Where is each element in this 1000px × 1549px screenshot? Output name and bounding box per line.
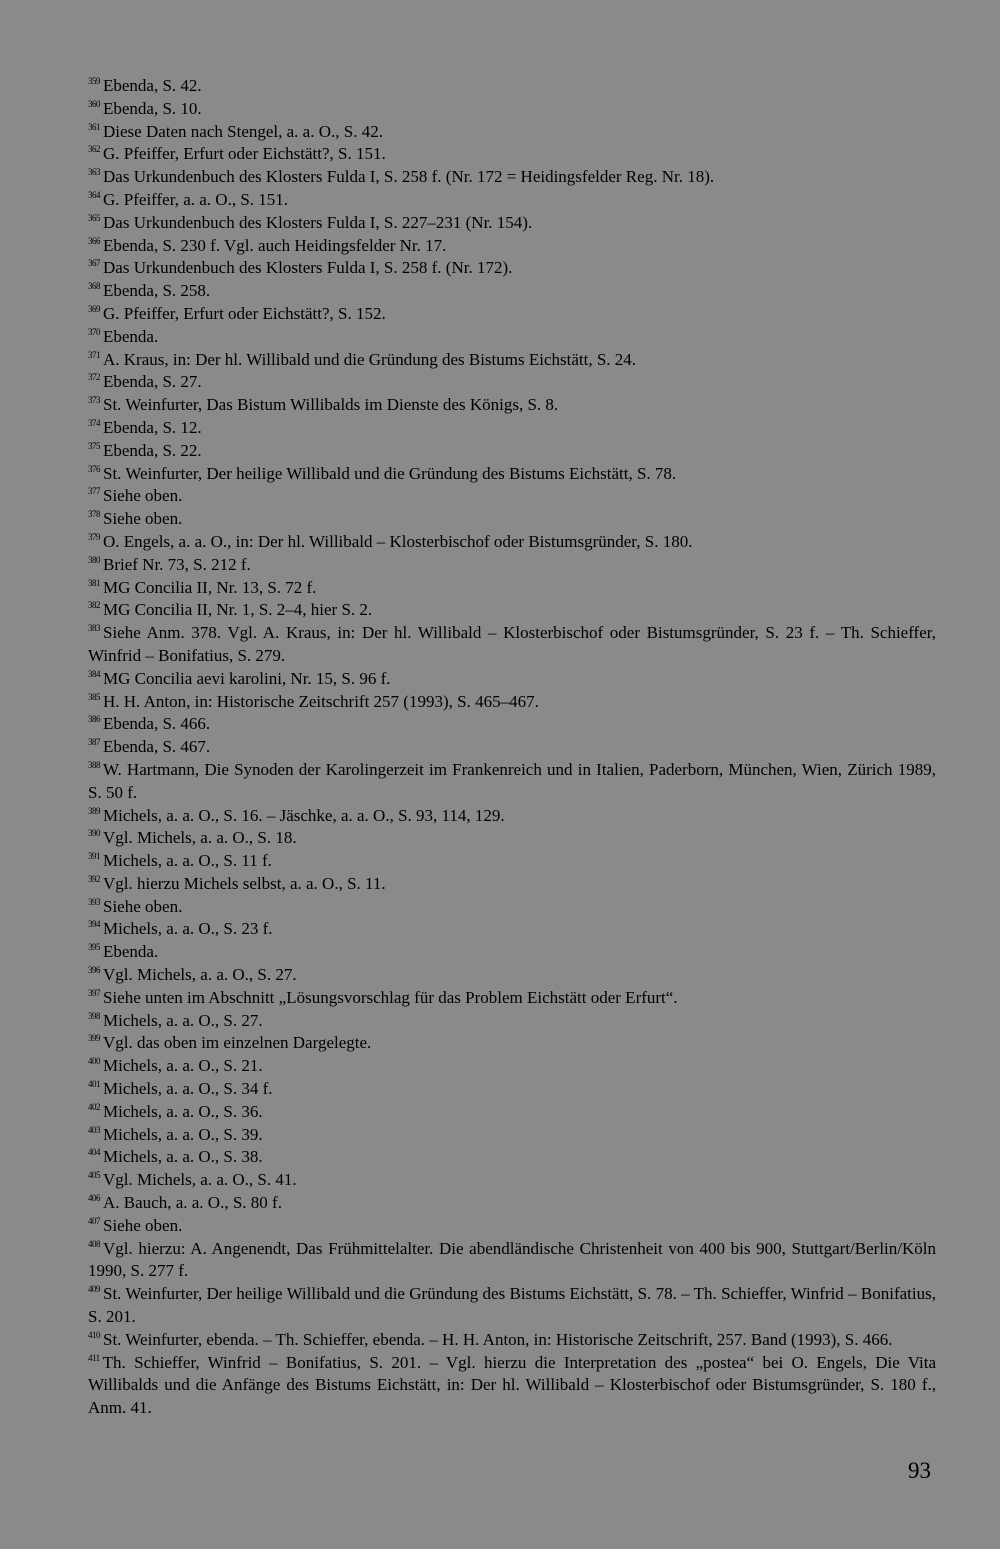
footnote bbox=[88, 1192, 936, 1215]
footnote bbox=[88, 189, 936, 212]
footnote-number: 409 bbox=[88, 1284, 100, 1295]
footnote-number: 374 bbox=[88, 417, 100, 428]
footnote-text: Michels, a. a. O., S. 34 f. bbox=[103, 1079, 273, 1099]
footnote-number: 377 bbox=[88, 486, 100, 497]
footnote bbox=[88, 303, 936, 326]
footnote-text: Ebenda. bbox=[103, 942, 159, 962]
footnote-number: 395 bbox=[88, 942, 100, 953]
footnote-text: Michels, a. a. O., S. 16. – Jäschke, a. a. O., S. 93, 114, 129. bbox=[103, 805, 505, 825]
footnote-number: 407 bbox=[88, 1215, 100, 1226]
footnote bbox=[88, 691, 936, 714]
footnote bbox=[88, 280, 936, 303]
footnote-number: 390 bbox=[88, 828, 100, 839]
footnote bbox=[88, 873, 936, 896]
footnote-text: Siehe oben. bbox=[103, 509, 183, 529]
footnote-text: H. H. Anton, in: Historische Zeitschrift 257 (1993), S. 465–467. bbox=[103, 691, 539, 711]
footnote bbox=[88, 143, 936, 166]
footnote-text: Ebenda, S. 42. bbox=[103, 76, 202, 95]
footnote-text: Diese Daten nach Stengel, a. a. O., S. 42. bbox=[103, 121, 383, 141]
footnote-text: O. Engels, a. a. O., in: Der hl. Willibald – Klosterbischof oder Bistumsgründer, S. 180. bbox=[103, 531, 693, 551]
footnote-text: Vgl. hierzu Michels selbst, a. a. O., S. 11. bbox=[103, 873, 386, 893]
footnote bbox=[88, 417, 936, 440]
footnote-number: 403 bbox=[88, 1124, 100, 1135]
footnote-number: 363 bbox=[88, 167, 100, 178]
footnote-number: 385 bbox=[88, 691, 100, 702]
footnote-text: Das Urkundenbuch des Klosters Fulda I, S. 258 f. (Nr. 172 = Heidingsfelder Reg. Nr. 18). bbox=[103, 167, 715, 187]
footnote-text: Ebenda. bbox=[103, 326, 159, 346]
footnote bbox=[88, 759, 936, 805]
footnote-text: St. Weinfurter, ebenda. – Th. Schieffer, ebenda. – H. H. Anton, in: Historische Zeitschrift, 257. Band (1993), S. 466. bbox=[103, 1329, 893, 1349]
footnote-number: 386 bbox=[88, 714, 100, 725]
footnote bbox=[88, 508, 936, 531]
footnote-text: Ebenda, S. 467. bbox=[103, 737, 211, 757]
footnote bbox=[88, 805, 936, 828]
footnote-number: 379 bbox=[88, 531, 100, 542]
footnote-text: Vgl. Michels, a. a. O., S. 41. bbox=[103, 1170, 297, 1190]
footnote-number: 394 bbox=[88, 919, 100, 930]
footnote-text: A. Kraus, in: Der hl. Willibald und die Gründung des Bistums Eichstätt, S. 24. bbox=[103, 349, 637, 369]
footnote-text: W. Hartmann, Die Synoden der Karolingerzeit im Frankenreich und in Italien, Paderborn, München, Wien, Zürich 1989, S. 50 f. bbox=[88, 759, 936, 802]
footnote bbox=[88, 1215, 936, 1238]
footnote-text: Siehe oben. bbox=[103, 1215, 183, 1235]
footnote-number: 388 bbox=[88, 759, 100, 770]
footnote-number: 410 bbox=[88, 1329, 100, 1340]
footnote bbox=[88, 463, 936, 486]
footnote-text: Ebenda, S. 258. bbox=[103, 281, 211, 301]
footnote bbox=[88, 75, 936, 98]
footnote-text: Vgl. Michels, a. a. O., S. 27. bbox=[103, 965, 297, 985]
footnote-number: 378 bbox=[88, 509, 100, 520]
footnote-list bbox=[88, 75, 936, 1420]
footnote-text: Vgl. das oben im einzelnen Dargelegte. bbox=[103, 1033, 372, 1053]
footnote-text: Ebenda, S. 12. bbox=[103, 417, 202, 437]
footnote bbox=[88, 349, 936, 372]
footnote-text: Ebenda, S. 27. bbox=[103, 372, 202, 392]
footnote-number: 396 bbox=[88, 965, 100, 976]
footnote bbox=[88, 1146, 936, 1169]
footnote-number: 371 bbox=[88, 349, 100, 360]
footnote-number: 389 bbox=[88, 805, 100, 816]
footnote-text: Siehe Anm. 378. Vgl. A. Kraus, in: Der hl. Willibald – Klosterbischof oder Bistumsgründer, S. 23 f. – Th. Schieffer, Winfrid – Bonifatius, S. 279. bbox=[88, 623, 936, 665]
footnote bbox=[88, 1283, 936, 1329]
footnote-number: 362 bbox=[88, 144, 100, 155]
footnote-text: Michels, a. a. O., S. 27. bbox=[103, 1010, 263, 1030]
footnote-number: 397 bbox=[88, 987, 100, 998]
footnote-number: 382 bbox=[88, 600, 100, 611]
footnote bbox=[88, 257, 936, 280]
footnote-text: Michels, a. a. O., S. 23 f. bbox=[103, 919, 273, 939]
footnote bbox=[88, 668, 936, 691]
footnote-number: 406 bbox=[88, 1193, 100, 1204]
footnote-number: 384 bbox=[88, 668, 100, 679]
footnote bbox=[88, 850, 936, 873]
footnote-text: Ebenda, S. 230 f. Vgl. auch Heidingsfelder Nr. 17. bbox=[103, 235, 447, 255]
footnote bbox=[88, 121, 936, 144]
footnote bbox=[88, 1169, 936, 1192]
footnote-text: St. Weinfurter, Der heilige Willibald und die Gründung des Bistums Eichstätt, S. 78. – Th. Schieffer, Winfrid – Bonifatius, S. 201. bbox=[88, 1284, 936, 1327]
footnote bbox=[88, 896, 936, 919]
footnote bbox=[88, 1010, 936, 1033]
footnote-number: 364 bbox=[88, 189, 100, 200]
footnote-number: 387 bbox=[88, 737, 100, 748]
footnote-number: 373 bbox=[88, 395, 100, 406]
footnote-text: Michels, a. a. O., S. 11 f. bbox=[103, 851, 272, 871]
footnote-text: St. Weinfurter, Der heilige Willibald und die Gründung des Bistums Eichstätt, S. 78. bbox=[103, 463, 677, 483]
footnote-text: Siehe oben. bbox=[103, 896, 183, 916]
footnote bbox=[88, 599, 936, 622]
footnote bbox=[88, 371, 936, 394]
footnote-text: MG Concilia II, Nr. 1, S. 2–4, hier S. 2. bbox=[103, 600, 373, 620]
footnote-text: Siehe unten im Abschnitt „Lösungsvorschlag für das Problem Eichstätt oder Erfurt“. bbox=[103, 987, 678, 1007]
footnote bbox=[88, 554, 936, 577]
footnote-text: MG Concilia II, Nr. 13, S. 72 f. bbox=[103, 577, 317, 597]
footnote-number: 393 bbox=[88, 896, 100, 907]
footnote bbox=[88, 1078, 936, 1101]
footnote bbox=[88, 1238, 936, 1284]
footnote-number: 360 bbox=[88, 98, 100, 109]
footnote-number: 404 bbox=[88, 1147, 100, 1158]
footnote bbox=[88, 964, 936, 987]
footnote-number: 361 bbox=[88, 121, 100, 132]
footnote-text: Ebenda, S. 22. bbox=[103, 440, 202, 460]
footnote bbox=[88, 212, 936, 235]
footnote-number: 376 bbox=[88, 463, 100, 474]
footnote-number: 380 bbox=[88, 554, 100, 565]
footnote-number: 366 bbox=[88, 235, 100, 246]
footnote-text: MG Concilia aevi karolini, Nr. 15, S. 96 f. bbox=[103, 668, 391, 688]
footnote bbox=[88, 622, 936, 668]
footnote-text: Vgl. Michels, a. a. O., S. 18. bbox=[103, 828, 297, 848]
footnote bbox=[88, 440, 936, 463]
footnote-text: Ebenda, S. 10. bbox=[103, 98, 202, 118]
footnote-number: 365 bbox=[88, 212, 100, 223]
footnote bbox=[88, 326, 936, 349]
footnote bbox=[88, 736, 936, 759]
footnote-number: 405 bbox=[88, 1170, 100, 1181]
footnote bbox=[88, 98, 936, 121]
footnote bbox=[88, 1352, 936, 1420]
footnote-number: 370 bbox=[88, 326, 100, 337]
footnote-number: 391 bbox=[88, 851, 100, 862]
footnote-number: 399 bbox=[88, 1033, 100, 1044]
footnote bbox=[88, 941, 936, 964]
footnote-text: Vgl. hierzu: A. Angenendt, Das Frühmittelalter. Die abendländische Christenheit von 400 bis 900, Stuttgart/Berlin/Köln 1990, S. 277 f. bbox=[88, 1238, 936, 1281]
footnote-number: 359 bbox=[88, 76, 100, 86]
footnote bbox=[88, 987, 936, 1010]
footnote-number: 375 bbox=[88, 440, 100, 451]
footnote bbox=[88, 577, 936, 600]
footnote-text: Th. Schieffer, Winfrid – Bonifatius, S. 201. – Vgl. hierzu die Interpretation des „postea“ bei O. Engels, Die Vita Willibalds und die Anfänge des Bistums Eichstätt, in: Der hl. Willibald – Klosterbischof oder Bistumsgründer, S. 180 f., Anm. 41. bbox=[88, 1352, 936, 1418]
footnote-number: 402 bbox=[88, 1101, 100, 1112]
footnote bbox=[88, 485, 936, 508]
footnote-text: Michels, a. a. O., S. 21. bbox=[103, 1056, 263, 1076]
footnote bbox=[88, 1032, 936, 1055]
footnote-number: 368 bbox=[88, 281, 100, 292]
footnote-text: G. Pfeiffer, Erfurt oder Eichstätt?, S. 152. bbox=[103, 303, 386, 323]
footnote bbox=[88, 1055, 936, 1078]
footnote-number: 398 bbox=[88, 1010, 100, 1021]
footnote bbox=[88, 166, 936, 189]
footnote-number: 401 bbox=[88, 1079, 100, 1090]
footnote-text: St. Weinfurter, Das Bistum Willibalds im Dienste des Königs, S. 8. bbox=[103, 395, 559, 415]
footnote-number: 411 bbox=[88, 1352, 100, 1363]
footnote-text: Siehe oben. bbox=[103, 486, 183, 506]
footnote-text: G. Pfeiffer, a. a. O., S. 151. bbox=[103, 189, 289, 209]
footnote bbox=[88, 918, 936, 941]
footnote-text: Das Urkundenbuch des Klosters Fulda I, S. 227–231 (Nr. 154). bbox=[103, 212, 533, 232]
footnote-number: 369 bbox=[88, 303, 100, 314]
footnote-text: G. Pfeiffer, Erfurt oder Eichstätt?, S. 151. bbox=[103, 144, 386, 164]
footnote bbox=[88, 827, 936, 850]
footnote bbox=[88, 394, 936, 417]
page-number: 93 bbox=[908, 1458, 931, 1483]
footnote bbox=[88, 1329, 936, 1352]
footnote-text: Das Urkundenbuch des Klosters Fulda I, S. 258 f. (Nr. 172). bbox=[103, 258, 513, 278]
footnote-number: 400 bbox=[88, 1056, 100, 1067]
footnote-number: 372 bbox=[88, 372, 100, 383]
footnote-number: 392 bbox=[88, 873, 100, 884]
footnote-number: 367 bbox=[88, 258, 100, 269]
footnote bbox=[88, 713, 936, 736]
footnote bbox=[88, 1124, 936, 1147]
footnote bbox=[88, 531, 936, 554]
footnote-text: Ebenda, S. 466. bbox=[103, 714, 211, 734]
footnote-text: A. Bauch, a. a. O., S. 80 f. bbox=[103, 1193, 282, 1213]
footnote-number: 381 bbox=[88, 577, 100, 588]
footnote-number: 383 bbox=[88, 623, 100, 634]
footnote-text: Michels, a. a. O., S. 38. bbox=[103, 1147, 263, 1167]
footnote-number: 408 bbox=[88, 1238, 100, 1249]
footnote-text: Brief Nr. 73, S. 212 f. bbox=[103, 554, 251, 574]
footnote-text: Michels, a. a. O., S. 39. bbox=[103, 1124, 263, 1144]
footnote bbox=[88, 235, 936, 258]
footnote-text: Michels, a. a. O., S. 36. bbox=[103, 1101, 263, 1121]
footnote bbox=[88, 1101, 936, 1124]
